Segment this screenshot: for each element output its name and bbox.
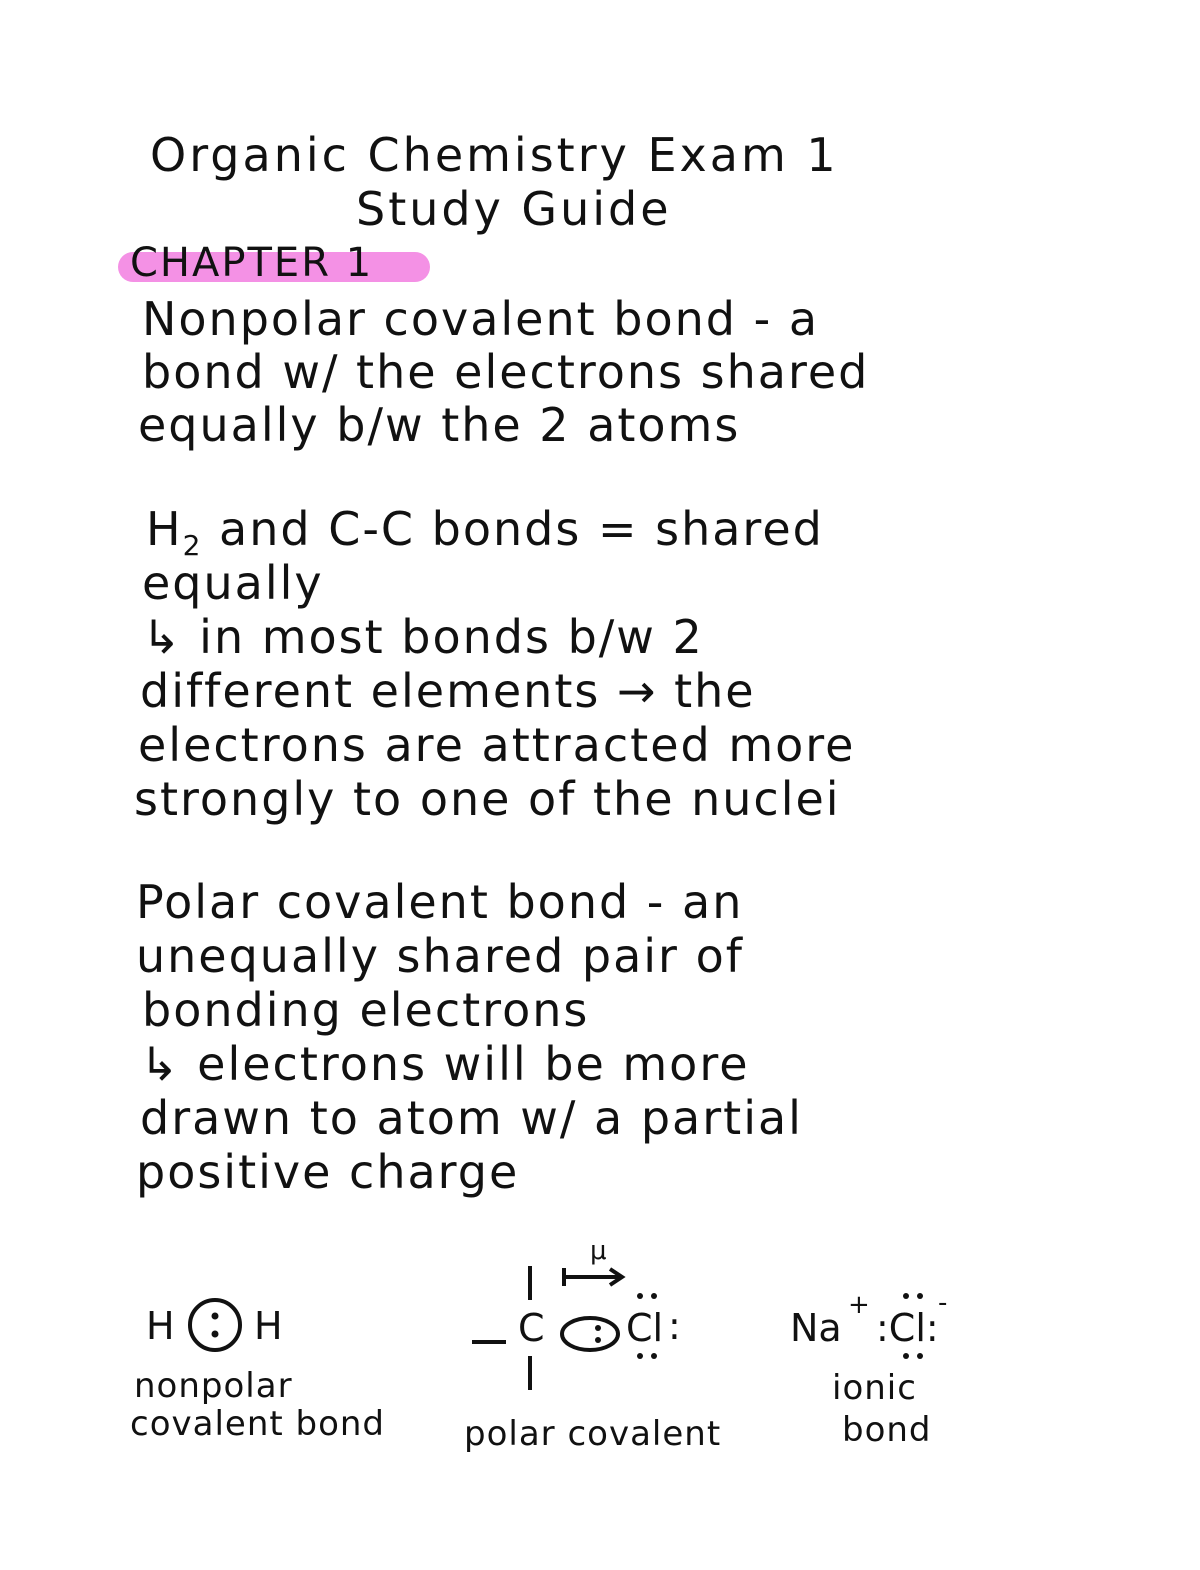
- h-atom-right: H: [254, 1304, 283, 1348]
- nonpolar-line-1: Nonpolar covalent bond - a: [142, 292, 820, 346]
- most-bonds-line-4: strongly to one of the nuclei: [134, 772, 841, 826]
- dipole-arrow-icon: [556, 1264, 630, 1290]
- chloride-lone-pairs: [896, 1290, 936, 1362]
- polar-line-3: bonding electrons: [142, 983, 590, 1037]
- chlorine-lone-pairs: [630, 1290, 670, 1362]
- chloride-charge: -: [938, 1288, 949, 1318]
- polar-line-4: ↳ electrons will be more: [140, 1037, 750, 1091]
- sodium-charge: +: [848, 1290, 871, 1320]
- polar-electron-ellipse: [558, 1312, 624, 1356]
- ionic-caption-1: ionic: [832, 1368, 917, 1408]
- bond-diagrams: [0, 1236, 1200, 1470]
- chapter-heading: [118, 238, 432, 290]
- polar-line-6: positive charge: [136, 1145, 520, 1199]
- equally-line: equally: [142, 556, 324, 610]
- h-atom-left: H: [146, 1304, 175, 1348]
- h2-rest: and C-C bonds = shared: [202, 502, 824, 556]
- most-bonds-line-3: electrons are attracted more: [138, 718, 856, 772]
- most-bonds-line-1: ↳ in most bonds b/w 2: [142, 610, 704, 664]
- sodium-atom: Na: [790, 1306, 842, 1350]
- h2-subscript: 2: [182, 529, 203, 562]
- nonpolar-caption-2: covalent bond: [130, 1404, 386, 1444]
- chlorine-atom: Cl: [626, 1306, 664, 1350]
- shared-electron-circle: [184, 1294, 248, 1358]
- carbon-atom: C: [518, 1306, 545, 1350]
- chapter-label: CHAPTER 1: [130, 240, 374, 286]
- most-bonds-line-2: different elements → the: [140, 664, 756, 718]
- dipole-mu-symbol: μ: [590, 1236, 608, 1266]
- h2-symbol: H: [146, 502, 183, 556]
- polar-line-1: Polar covalent bond - an: [136, 875, 744, 929]
- polar-line-5: drawn to atom w/ a partial: [140, 1091, 803, 1145]
- polar-line-2: unequally shared pair of: [136, 929, 744, 983]
- nonpolar-caption-1: nonpolar: [134, 1366, 293, 1406]
- title-line-1: Organic Chemistry Exam 1: [150, 128, 839, 182]
- chlorine-lone-pair-colon: :: [668, 1304, 681, 1348]
- nonpolar-line-3: equally b/w the 2 atoms: [138, 398, 741, 452]
- chloride-ion: :Cl:: [876, 1306, 939, 1350]
- ionic-caption-2: bond: [842, 1410, 932, 1450]
- nonpolar-line-2: bond w/ the electrons shared: [142, 345, 870, 399]
- h2-line: [146, 502, 824, 562]
- polar-caption: polar covalent: [464, 1414, 722, 1454]
- title-line-2: Study Guide: [356, 182, 672, 236]
